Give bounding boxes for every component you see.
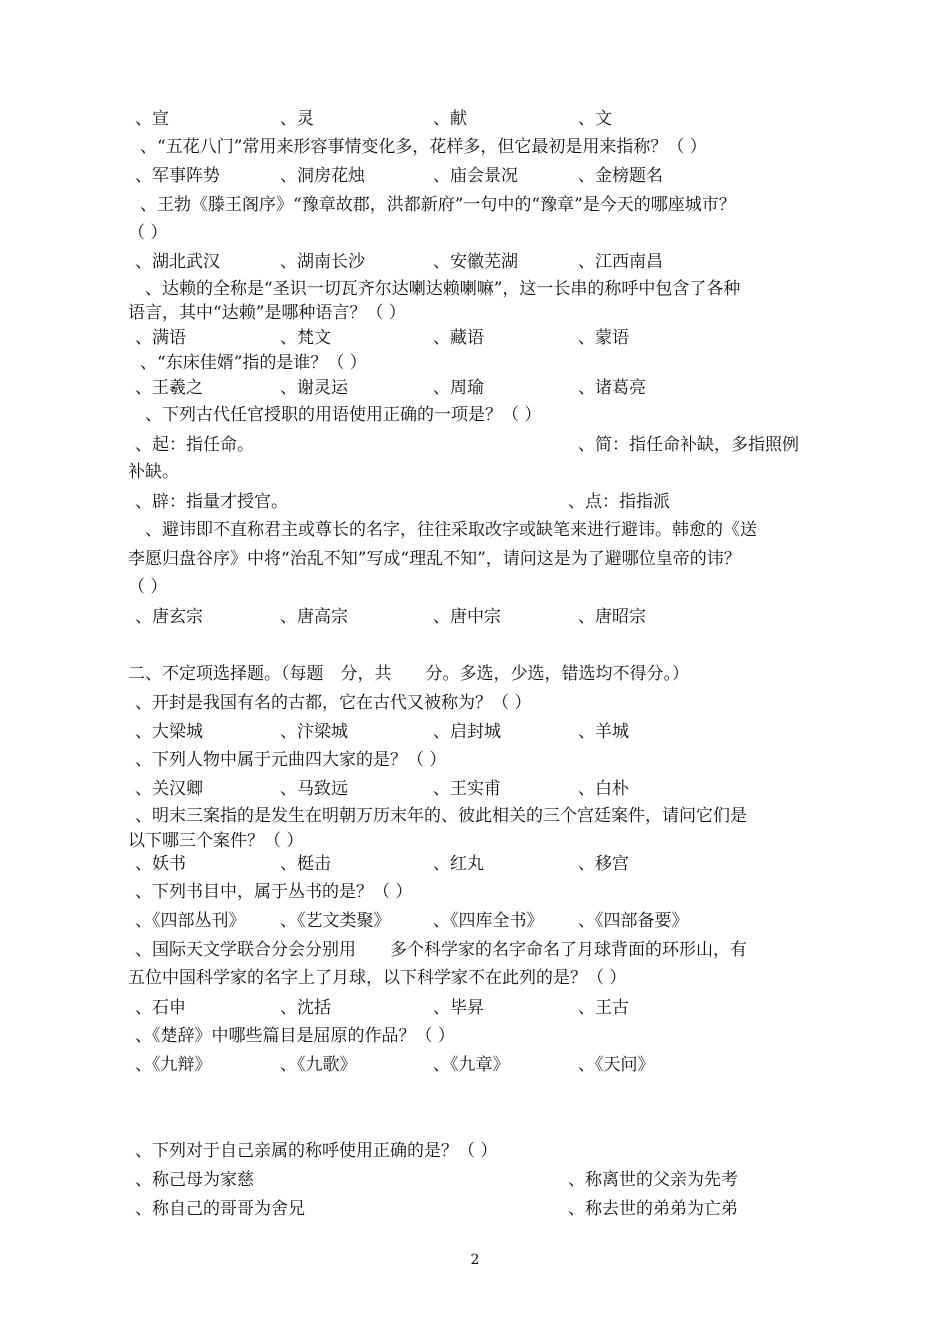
option-a: 、军事阵势: [135, 166, 220, 186]
option-c: 、称自己的哥哥为舍兄: [135, 1199, 305, 1219]
option-c: 、辟：指量才授官。: [135, 492, 288, 512]
option-d: 、金榜题名: [578, 166, 663, 186]
question-stem: 、“五花八门”常用来形容事情变化多，花样多，但它最初是用来指称？（ ）: [140, 137, 707, 157]
option-a: 、《九辩》: [135, 1055, 212, 1075]
question-stem: 、国际天文学联合分会分别用 多个科学家的名字命名了月球背面的环形山，有: [135, 940, 747, 960]
option-a: 、大梁城: [135, 722, 203, 742]
option-d: 、移宫: [578, 854, 629, 874]
option-a: 、石申: [135, 998, 186, 1018]
option-c: 、《四库全书》: [433, 911, 544, 931]
question-stem: 、明末三案指的是发生在明朝万历末年的、彼此相关的三个宫廷案件，请问它们是: [135, 806, 747, 826]
option-a: 、王羲之: [135, 378, 203, 398]
option-c: 、毕昇: [433, 998, 484, 1018]
option-b: 、梃击: [280, 854, 331, 874]
question-stem: 、《楚辞》中哪些篇目是屈原的作品？（ ）: [135, 1026, 455, 1046]
option-d: 、唐昭宗: [578, 607, 646, 627]
option-c: 、安徽芜湖: [433, 252, 518, 272]
question-stem: 、王勃《滕王阁序》“豫章故郡，洪都新府”一句中的“豫章”是今天的哪座城市？: [140, 195, 736, 215]
question-stem: 、下列古代任官授职的用语使用正确的一项是？（ ）: [145, 405, 542, 425]
option-b: 、简：指任命补缺，多指照例: [578, 435, 799, 455]
option-c: 、《九章》: [433, 1055, 510, 1075]
option-b: 、《九歌》: [280, 1055, 357, 1075]
option-a: 、称己母为家慈: [135, 1170, 254, 1190]
section-heading: 二、不定项选择题。（每题 分，共 分。多选，少选，错选均不得分。）: [128, 664, 689, 684]
option-b: 、谢灵运: [280, 378, 348, 398]
question-stem-cont: 以下哪三个案件？（ ）: [128, 831, 304, 851]
option-a: 、满语: [135, 328, 186, 348]
option-a: 、唐玄宗: [135, 607, 203, 627]
option-d: 、点：指指派: [568, 492, 670, 512]
page-number: 2: [470, 1252, 480, 1268]
option-d: 、《天问》: [578, 1055, 655, 1075]
option-c: 、王实甫: [433, 779, 501, 799]
option-d: 、称去世的弟弟为亡弟: [568, 1199, 738, 1219]
question-stem-cont: 五位中国科学家的名字上了月球，以下科学家不在此列的是？（ ）: [128, 968, 627, 988]
option-c: 、献: [433, 109, 467, 129]
option-b-cont: 补缺。: [128, 462, 179, 482]
option-b: 、汴梁城: [280, 722, 348, 742]
option-d: 、蒙语: [578, 328, 629, 348]
option-b: 、洞房花烛: [280, 166, 365, 186]
option-a: 、湖北武汉: [135, 252, 220, 272]
option-b: 、马致远: [280, 779, 348, 799]
option-d: 、白朴: [578, 779, 629, 799]
option-b: 、唐高宗: [280, 607, 348, 627]
option-d: 、王古: [578, 998, 629, 1018]
option-b: 、灵: [280, 109, 314, 129]
option-d: 、诸葛亮: [578, 378, 646, 398]
question-stem-cont: 语言，其中“达赖”是哪种语言？（ ）: [128, 303, 406, 323]
question-stem: 、“东床佳婿”指的是谁？（ ）: [140, 353, 367, 373]
option-c: 、红丸: [433, 854, 484, 874]
question-stem: 、开封是我国有名的古都，它在古代又被称为？（ ）: [135, 693, 532, 713]
question-stem: 、下列人物中属于元曲四大家的是？（ ）: [135, 750, 447, 770]
option-b: 、称离世的父亲为先考: [568, 1170, 738, 1190]
option-d: 、文: [578, 109, 612, 129]
option-b: 、湖南长沙: [280, 252, 365, 272]
option-c: 、唐中宗: [433, 607, 501, 627]
question-stem: 、避讳即不直称君主或尊长的名字，往往采取改字或缺笔来进行避讳。韩愈的《送: [145, 520, 757, 540]
option-b: 、《艺文类聚》: [280, 911, 391, 931]
option-d: 、《四部备要》: [578, 911, 689, 931]
option-b: 、沈括: [280, 998, 331, 1018]
option-d: 、羊城: [578, 722, 629, 742]
option-d: 、江西南昌: [578, 252, 663, 272]
question-stem-cont: （ ）: [128, 223, 168, 243]
question-stem-cont: （ ）: [128, 577, 168, 597]
question-stem-cont: 李愿归盘谷序》中将“治乱不知”写成“理乱不知”，请问这是为了避哪位皇帝的讳？: [128, 549, 741, 569]
option-a: 、起：指任命。: [135, 435, 254, 455]
option-c: 、启封城: [433, 722, 501, 742]
option-c: 、庙会景况: [433, 166, 518, 186]
question-stem: 、达赖的全称是“圣识一切瓦齐尔达喇达赖喇嘛”，这一长串的称呼中包含了各种: [145, 279, 741, 299]
option-a: 、妖书: [135, 854, 186, 874]
option-b: 、梵文: [280, 328, 331, 348]
option-c: 、周瑜: [433, 378, 484, 398]
option-a: 、《四部丛刊》: [135, 911, 246, 931]
question-stem: 、下列对于自己亲属的称呼使用正确的是？（ ）: [135, 1141, 498, 1161]
option-a: 、关汉卿: [135, 779, 203, 799]
option-a: 、宣: [135, 109, 169, 129]
option-c: 、藏语: [433, 328, 484, 348]
question-stem: 、下列书目中，属于丛书的是？（ ）: [135, 882, 413, 902]
